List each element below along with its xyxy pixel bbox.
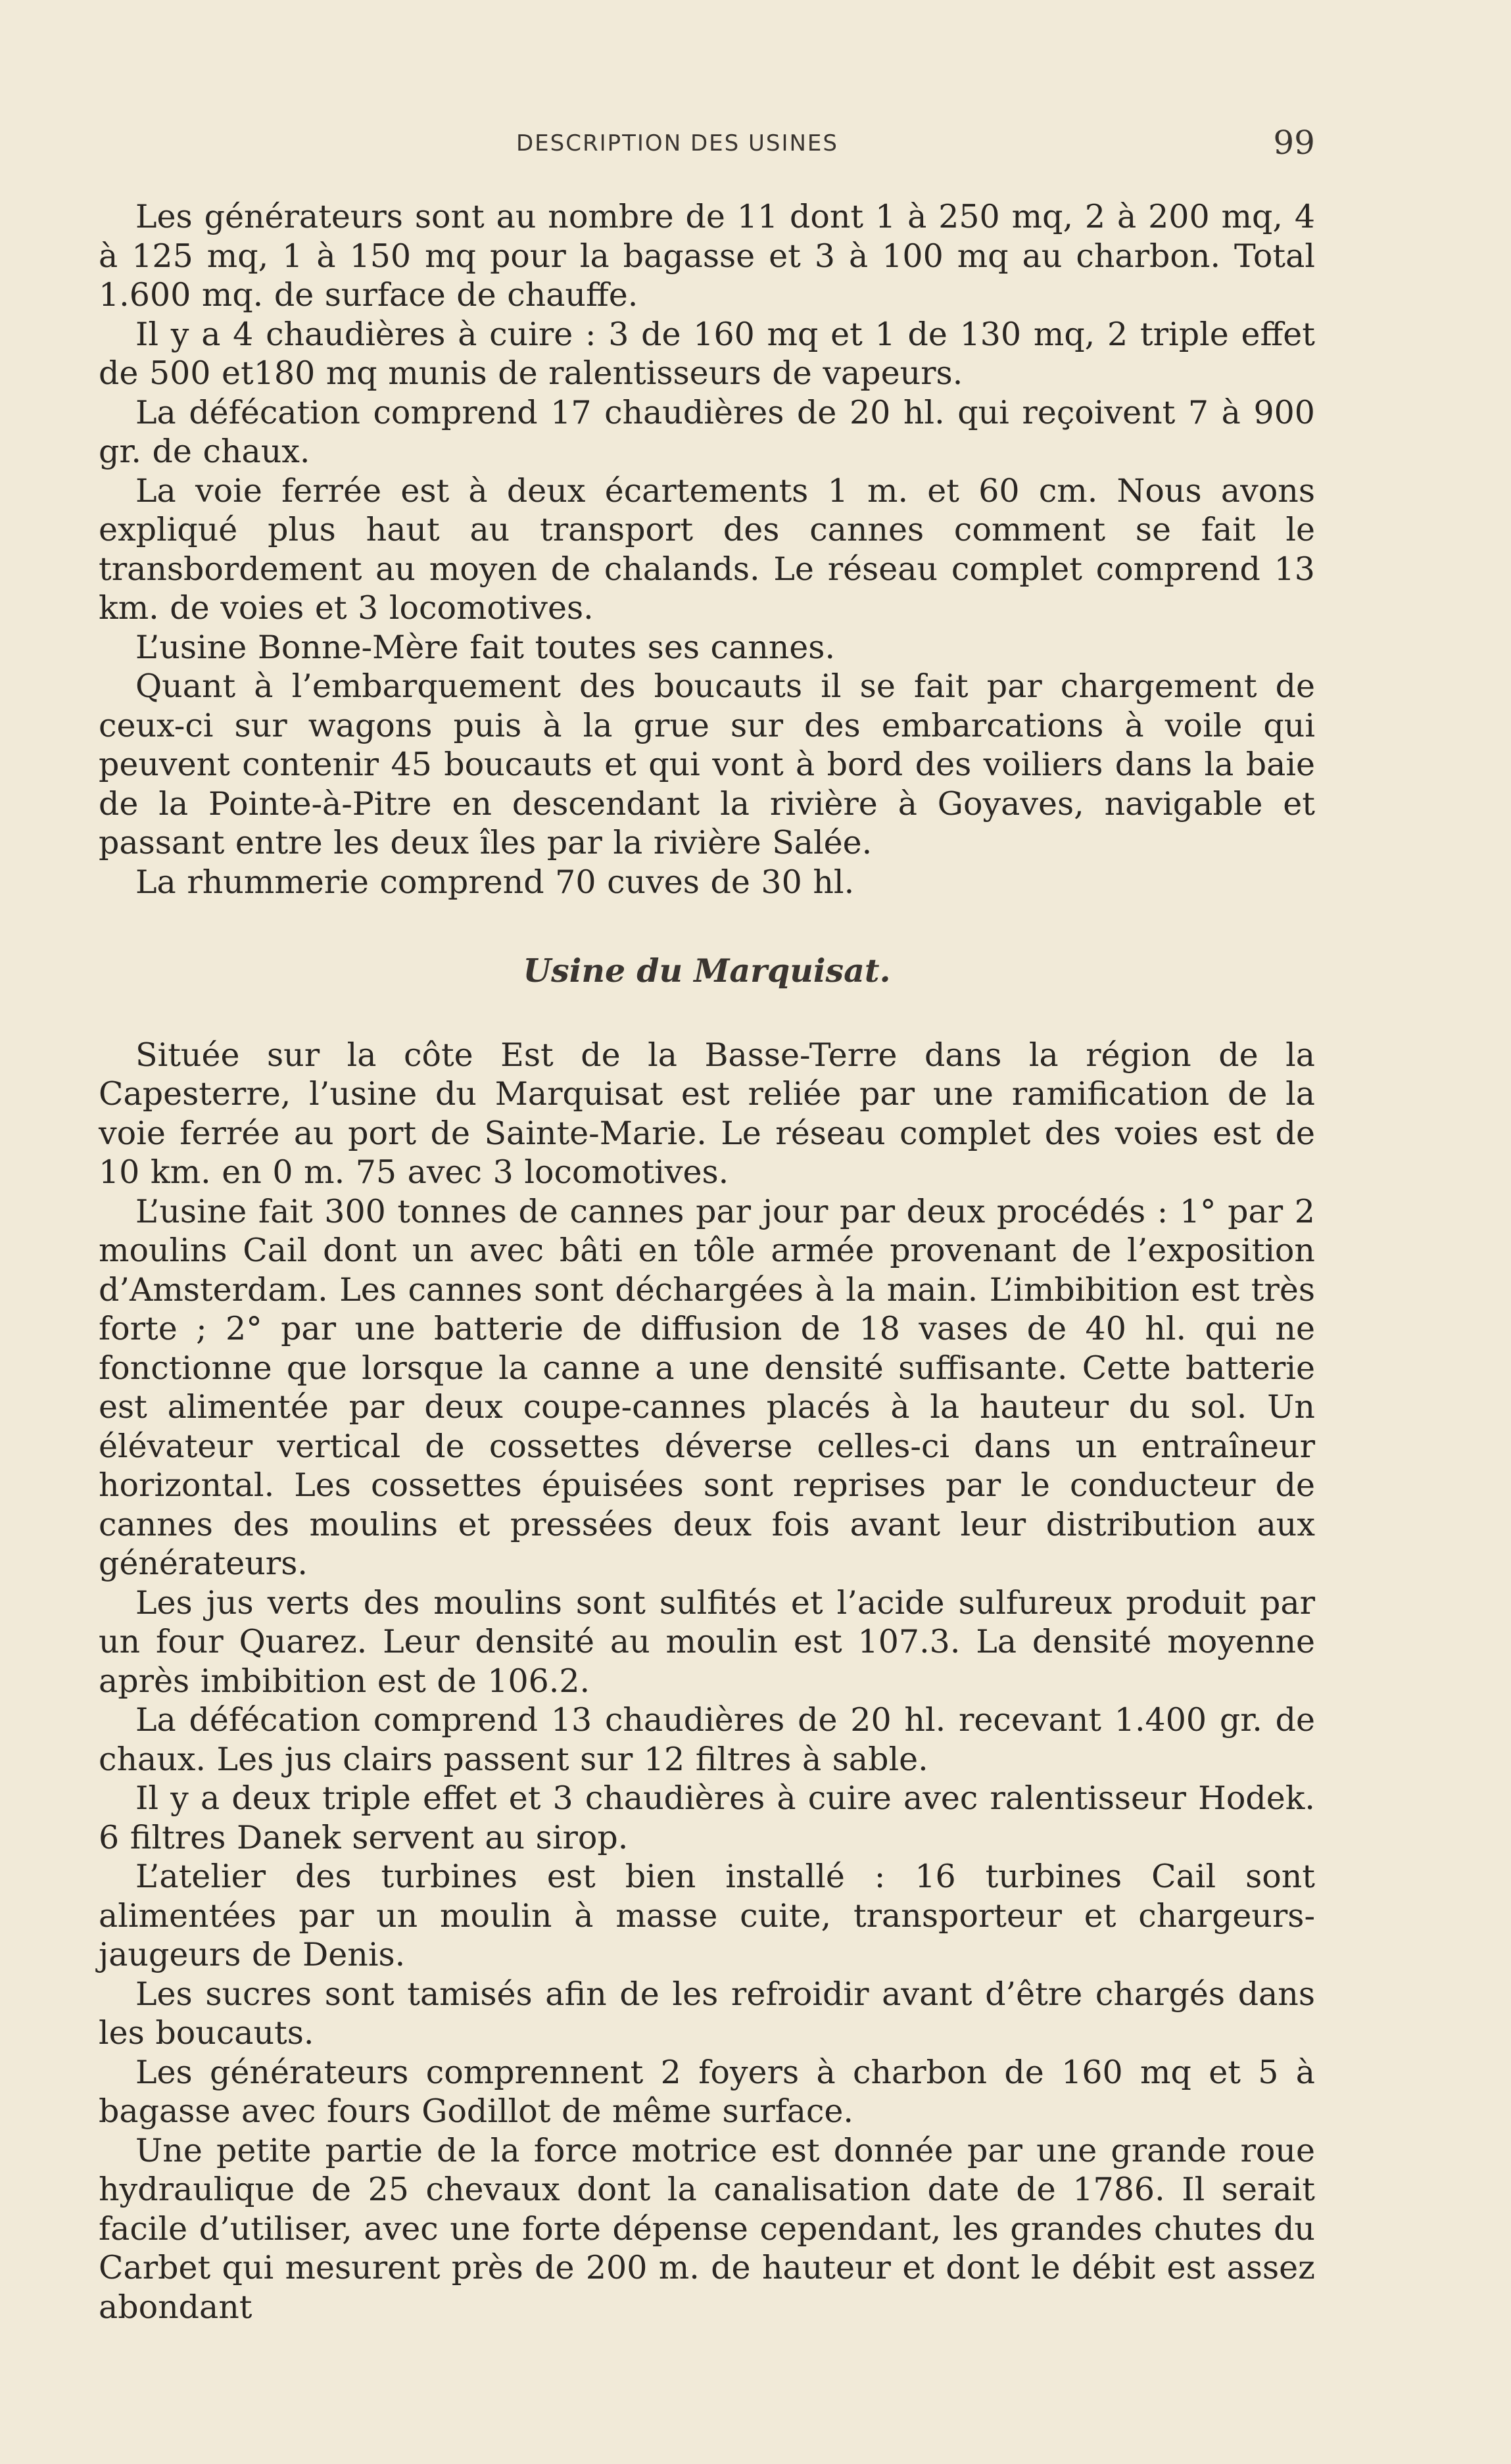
paragraph: La voie ferrée est à deux écartements 1 m. et 60 cm. Nous avons expliqué plus haut au transport des cannes comment se fait le transbordement au moyen de chalands. Le réseau complet comprend 13 km. de voies et 3 locomotives. [99, 471, 1315, 627]
paragraph: Les générateurs sont au nombre de 11 dont 1 à 250 mq, 2 à 200 mq, 4 à 125 mq, 1 à 150 mq pour la bagasse et 3 à 100 mq au charbon. Total 1.600 mq. de surface de chauffe. [99, 198, 1315, 314]
paragraph: Il y a 4 chaudières à cuire : 3 de 160 mq et 1 de 130 mq, 2 triple effet de 500 et180 mq munis de ralentisseurs de vapeurs. [99, 315, 1315, 392]
page-number: 99 [1273, 124, 1315, 162]
paragraph: Il y a deux triple effet et 3 chaudières à cuire avec ralentisseur Hodek. 6 filtres Danek servent au sirop. [99, 1779, 1315, 1856]
section-heading: Usine du Marquisat. [523, 952, 891, 990]
paragraph: Les générateurs comprennent 2 foyers à charbon de 160 mq et 5 à bagasse avec fours Godillot de même surface. [99, 2053, 1315, 2130]
paragraph: L’usine Bonne-Mère fait toutes ses cannes. [135, 628, 836, 666]
running-head: DESCRIPTION DES USINES [516, 130, 838, 157]
paragraph: Située sur la côte Est de la Basse-Terre dans la région de la Capesterre, l’usine du Marquisat est reliée par une ramification de la voie ferrée au port de Sainte-Marie. Le réseau complet des voies est de 10 km. en 0 m. 75 avec 3 locomotives. [99, 1036, 1315, 1191]
page-header [99, 124, 1315, 163]
paragraph: La rhummerie comprend 70 cuves de 30 hl. [135, 863, 855, 901]
paragraph: Les sucres sont tamisés afin de les refroidir avant d’être chargés dans les boucauts. [99, 1975, 1315, 2052]
paragraph: L’atelier des turbines est bien installé : 16 turbines Cail sont alimentées par un moulin à masse cuite, transporteur et chargeurs-jaugeurs de Denis. [99, 1858, 1315, 1973]
paragraph: La défécation comprend 13 chaudières de 20 hl. recevant 1.400 gr. de chaux. Les jus clairs passent sur 12 filtres à sable. [99, 1701, 1315, 1778]
paragraph: La défécation comprend 17 chaudières de 20 hl. qui reçoivent 7 à 900 gr. de chaux. [99, 393, 1315, 470]
paragraph: Quant à l’embarquement des boucauts il se fait par chargement de ceux-ci sur wagons puis à la grue sur des embarcations à voile qui peuvent contenir 45 boucauts et qui vont à bord des voiliers dans la baie de la Pointe-à-Pitre en descendant la rivière à Goyaves, navigable et passant entre les deux îles par la rivière Salée. [99, 667, 1315, 861]
paragraph: Les jus verts des moulins sont sulfités et l’acide sulfureux produit par un four Quarez. Leur densité au moulin est 107.3. La densité moyenne après imbibition est de 106.2. [99, 1583, 1315, 1700]
paragraph: L’usine fait 300 tonnes de cannes par jour par deux procédés : 1° par 2 moulins Cail dont un avec bâti en tôle armée provenant de l’exposition d’Amsterdam. Les cannes sont déchargées à la main. L’imbibition est très forte ; 2° par une batterie de diffusion de 18 vases de 40 hl. qui ne fonctionne que lorsque la canne a une densité suffisante. Cette batterie est alimentée par deux coupe-cannes placés à la hauteur du sol. Un élévateur vertical de cossettes déverse celles-ci dans un entraîneur horizontal. Les cossettes épuisées sont reprises par le conducteur de cannes des moulins et pressées deux fois avant leur distribution aux générateurs. [99, 1192, 1315, 1582]
paragraph: Une petite partie de la force motrice est donnée par une grande roue hydraulique de 25 chevaux dont la canalisation date de 1786. Il serait facile d’utiliser, avec une forte dépense cependant, les grandes chutes du Carbet qui mesurent près de 200 m. de hauteur et dont le débit est assez abondant [99, 2131, 1315, 2326]
body-text [99, 197, 1315, 2327]
